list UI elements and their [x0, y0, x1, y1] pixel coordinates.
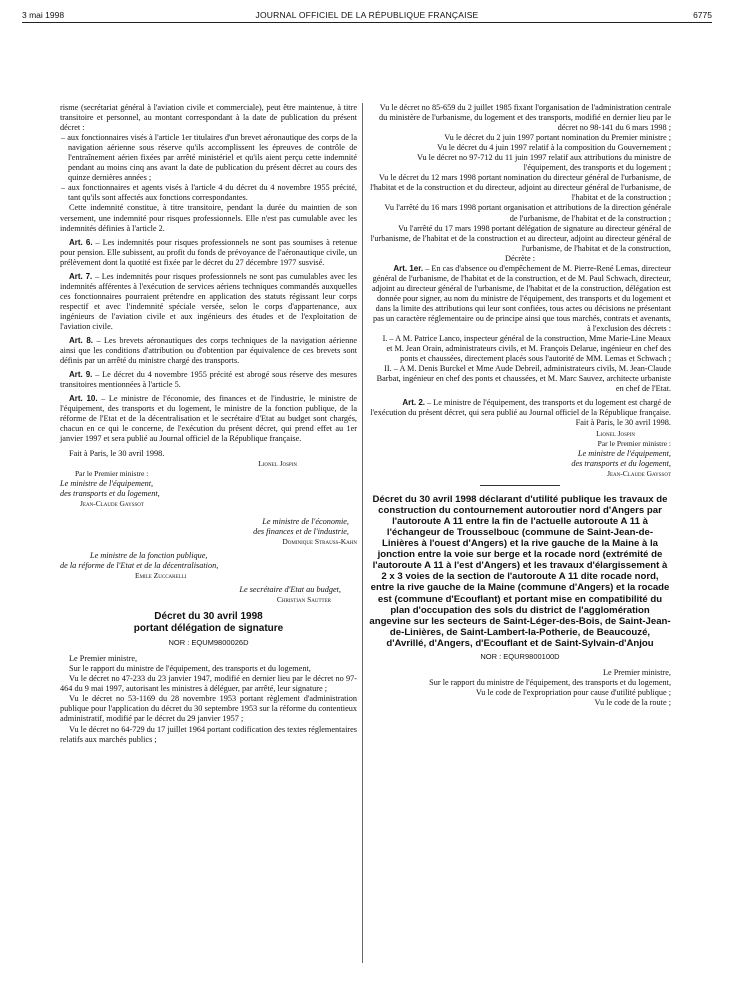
- list-item: – aux fonctionnaires visés à l'article 1er titulaires d'un brevet aéronautique des corps de la navigation aérienne sous réserve qu'ils accomplissent les épreuves de contrôle de l'entraînement aérien fixées par arrêté ministériel et qu'ils aient perçu cette indemnité pendant au moins cinq ans avant la date de publication du présent décret au cours des quinze dernières années ;: [61, 133, 357, 183]
- paragraph: Cette indemnité constitue, à titre transitoire, pendant la durée du maintien de son versement, une indemnité pour risques professionnels. Elle n'est pas cumulable avec les indemnités définies à l'article 2.: [60, 203, 357, 233]
- article-label: Art. 9.: [69, 370, 93, 380]
- decree-title: [60, 611, 357, 634]
- minister-name: Emile Zuccarelli: [135, 571, 187, 581]
- list-item: – aux fonctionnaires et agents visés à l'article 4 du décret du 4 novembre 1955 précité, tant qu'ils sont affectés aux fonctions correspondantes.: [61, 183, 357, 203]
- article-text: – Le ministre de l'économie, des finances et de l'industrie, le ministre de l'équipement, des transports et du logement, le ministre de la fonction publique, de la réforme de l'Etat et de la décentralisation et le secrétaire d'Etat au budget sont chargés, chacun en ce qui le concerne, de l'exécution du présent décret, qui prend effet au 1er janvier 1997 et sera publié au Journal officiel de la République française.: [60, 394, 357, 444]
- paragraph: Vu le décret no 64-729 du 17 juillet 1964 portant codification des textes réglementaires relatifs aux marchés publics ;: [60, 724, 357, 744]
- minister-title: des finances et de l'industrie,: [253, 526, 349, 536]
- header-journal-title: JOURNAL OFFICIEL DE LA RÉPUBLIQUE FRANÇAISE: [255, 10, 479, 20]
- fait-a-paris: Fait à Paris, le 30 avril 1998.: [69, 448, 165, 458]
- minister-name: Dominique Strauss-Kahn: [282, 536, 357, 546]
- decree-title-line: Décret du 30 avril 1998: [154, 611, 263, 623]
- minister-name: Jean-Claude Gayssot: [607, 468, 671, 478]
- article-7: [60, 272, 357, 332]
- signature-intro: Par le Premier ministre :: [597, 438, 671, 448]
- article-1: [369, 264, 671, 334]
- article-2: [369, 398, 671, 418]
- left-column: [60, 103, 357, 745]
- nor-reference: NOR : EQUR9800100D: [480, 652, 560, 662]
- separator-rule: [480, 485, 560, 486]
- signature-intro: Par le Premier ministre :: [75, 468, 149, 478]
- column-divider: [362, 103, 363, 963]
- paragraph: Vu le décret du 12 mars 1998 portant nomination du directeur général de l'urbanisme, de l'habitat et de la construction et du directeur, adjoint au directeur général de l'urbanisme, de l'habitat et de la construction ;: [370, 173, 671, 203]
- paragraph: risme (secrétariat général à l'aviation civile et commerciale), peut être maintenue, à titre transitoire et personnel, au montant correspondant à la date de publication du présent décret :: [60, 103, 357, 133]
- paragraph: Vu le décret no 97-712 du 11 juin 1997 relatif aux attributions du ministre de l'équipement, des transports et du logement ;: [417, 153, 671, 173]
- header-date: 3 mai 1998: [22, 10, 65, 20]
- paragraph: Vu le décret no 47-233 du 23 janvier 1947, modifié en dernier lieu par le décret no 97-464 du 9 mai 1997, autorisant les ministres à déléguer, par arrêté, leur signature ;: [60, 674, 357, 694]
- minister-title: Le ministre de la fonction publique,: [90, 550, 208, 560]
- article-label: Art. 8.: [69, 336, 94, 346]
- article-8: [60, 336, 357, 366]
- paragraph: Sur le rapport du ministre de l'équipement, des transports et du logement,: [429, 678, 671, 688]
- paragraph: Vu le décret du 2 juin 1997 portant nomination du Premier ministre ;: [444, 133, 671, 143]
- paragraph: I. – A M. Patrice Lanco, inspecteur général de la construction, Mme Marie-Line Meaux et M. Jean Orain, administrateurs civils, et M. François Delarue, ingénieur en chef des ponts et chaussées, directement placés sous l'autorité de MM. Lemas et Schwach ;: [382, 334, 671, 364]
- article-text: – Le décret du 4 novembre 1955 précité est abrogé sous réserve des mesures transitoires mentionnées à l'article 5.: [60, 370, 358, 390]
- signature-pm: Lionel Jospin: [258, 458, 297, 468]
- paragraph: Vu l'arrêté du 16 mars 1998 portant organisation et attributions de la direction générale de l'urbanisme, de l'habitat et de la construction ;: [384, 203, 671, 223]
- paragraph: Le Premier ministre,: [69, 654, 138, 664]
- paragraph: Vu le code de la route ;: [594, 698, 671, 708]
- minister-name: Jean-Claude Gayssot: [80, 498, 144, 508]
- article-label: Art. 6.: [69, 237, 93, 247]
- article-6: [60, 238, 357, 268]
- minister-name: Christian Sautter: [276, 595, 331, 605]
- paragraph: Vu le décret no 85-659 du 2 juillet 1985 fixant l'organisation de l'administration centrale du ministère de l'urbanisme, du logement et des transports, modifié en dernier lieu par le décret no 98-141 du 6 mars 1998 ;: [379, 103, 671, 133]
- minister-title: Le ministre de l'équipement,: [577, 448, 671, 458]
- header-rule: [22, 22, 712, 23]
- minister-title: Le secrétaire d'Etat au budget,: [239, 585, 341, 595]
- minister-title: Le ministre de l'équipement,: [60, 478, 154, 488]
- decree-title-line: portant délégation de signature: [133, 622, 284, 634]
- minister-title: de la réforme de l'Etat et de la décentralisation,: [60, 560, 219, 570]
- paragraph: Sur le rapport du ministre de l'équipement, des transports et du logement,: [69, 664, 311, 674]
- article-label: Art. 10.: [69, 394, 98, 404]
- paragraph: Le Premier ministre,: [602, 668, 671, 678]
- paragraph: Vu le décret du 4 juin 1997 relatif à la composition du Gouvernement ;: [437, 143, 671, 153]
- fait-a-paris: Fait à Paris, le 30 avril 1998.: [575, 418, 671, 428]
- paragraph: II. – A M. Denis Burckel et Mme Aude Debreil, administrateurs civils, M. Jean-Claude Barbat, ingénieur en chef des ponts et chaussées, et M. Marc Sauvez, architecte urbaniste en chef de l'Etat.: [376, 364, 671, 394]
- paragraph: Vu l'arrêté du 17 mars 1998 portant délégation de signature au directeur général de l'urbanisme, de l'habitat et de la construction et au directeur, adjoint au directeur général de l'urbanisme, de l'habitat et de la construction,: [370, 223, 671, 253]
- article-10: [60, 394, 357, 444]
- decrete-heading: Décrète :: [505, 253, 535, 263]
- article-label: Art. 2.: [402, 398, 425, 408]
- minister-title: des transports et du logement,: [60, 488, 160, 498]
- bullet-list: [60, 133, 357, 203]
- paragraph: Vu le code de l'expropriation pour cause d'utilité publique ;: [475, 688, 671, 698]
- header-page-number: 6775: [693, 10, 712, 20]
- article-text: – Les brevets aéronautiques des corps techniques de la navigation aérienne ainsi que les conditions d'attribution ou d'obtention par équivalence de ces brevets sont définis par un arrêté du ministre chargé des transports.: [60, 336, 357, 366]
- article-9: [60, 370, 357, 390]
- article-text: – Le ministre de l'équipement, des transports et du logement est chargé de l'exécution du présent décret, qui sera publié au Journal officiel de la République française.: [370, 398, 671, 418]
- article-text: – Les indemnités pour risques professionnels ne sont pas cumulables avec les indemnités afférentes à l'exécution de services aériens techniques commandés auxquelles ces fonctionnaires pourraient prétendre en application des statuts régissant leur corps respectif et avec l'indemnité spéciale versée, selon le corps d'appartenance, aux ingénieurs de l'aviation civile et aux ingénieurs des études et de l'exploitation de l'aviation civile.: [60, 271, 358, 331]
- article-label: Art. 1er.: [393, 263, 424, 273]
- decree-title: Décret du 30 avril 1998 déclarant d'utilité publique les travaux de construction du contournement autoroutier nord d'Angers par l'autoroute A 11 entre la fin de l'actuelle autoroute A 11 à l'échangeur de Trousselbouc (commune de Saint-Jean-de-Linières à l'ouest d'Angers) et la rive gauche de la Maine à la jonction entre la voie sur berge et la rocade nord (extrémité de l'autoroute A 11 à l'est d'Angers) et les travaux d'élargissement à 2 x 3 voies de la section de l'autoroute A 11 dite rocade nord, entre la rive gauche de la Maine (commune d'Angers) et la rocade est (commune d'Ecouflant) et portant mise en compatibilité du plan d'occupation des sols du district de l'agglomération angevine sur les secteurs de Saint-Léger-des-Bois, de Saint-Jean-de-Linières, de Saint-Lambert-la-Potherie, de Beaucouzé, d'Avrillé, d'Angers, d'Ecouflant et de Saint-Sylvain-d'Anjou: [369, 493, 671, 649]
- right-column: [369, 103, 671, 708]
- minister-title: Le ministre de l'économie,: [262, 516, 349, 526]
- article-text: – En cas d'absence ou d'empêchement de M. Pierre-René Lemas, directeur général de l'urbanisme, de l'habitat et de la construction, et de M. Paul Schwach, directeur, adjoint au directeur général de l'urbanisme, de l'habitat et de la construction, délégation est donnée pour signer, au nom du ministre de l'équipement, des transports et du logement et dans la limite des attributions qui leur sont confiées, tous actes ou décisions ne présentant pas un caractère réglementaire ou de principe ainsi que tous marchés, contrats et avenants, à l'exclusion des décrets :: [371, 263, 671, 334]
- article-label: Art. 7.: [69, 271, 93, 281]
- article-text: – Les indemnités pour risques professionnels ne sont pas soumises à retenue pour pension. Elle subissent, au profit du fonds de prévoyance de l'aéronautique civile, un prélèvement dont la quotité est fixée par le décret du 27 décembre 1977 susvisé.: [60, 237, 358, 267]
- nor-reference: NOR : EQUM9800026D: [168, 638, 249, 648]
- paragraph: Vu le décret no 53-1169 du 28 novembre 1953 portant règlement d'administration publique pour l'application du décret du 30 septembre 1953 sur la réforme du contentieux administratif, modifié par le décret du 29 janvier 1957 ;: [60, 694, 357, 724]
- signature-pm: Lionel Jospin: [596, 428, 635, 438]
- minister-title: des transports et du logement,: [571, 458, 671, 468]
